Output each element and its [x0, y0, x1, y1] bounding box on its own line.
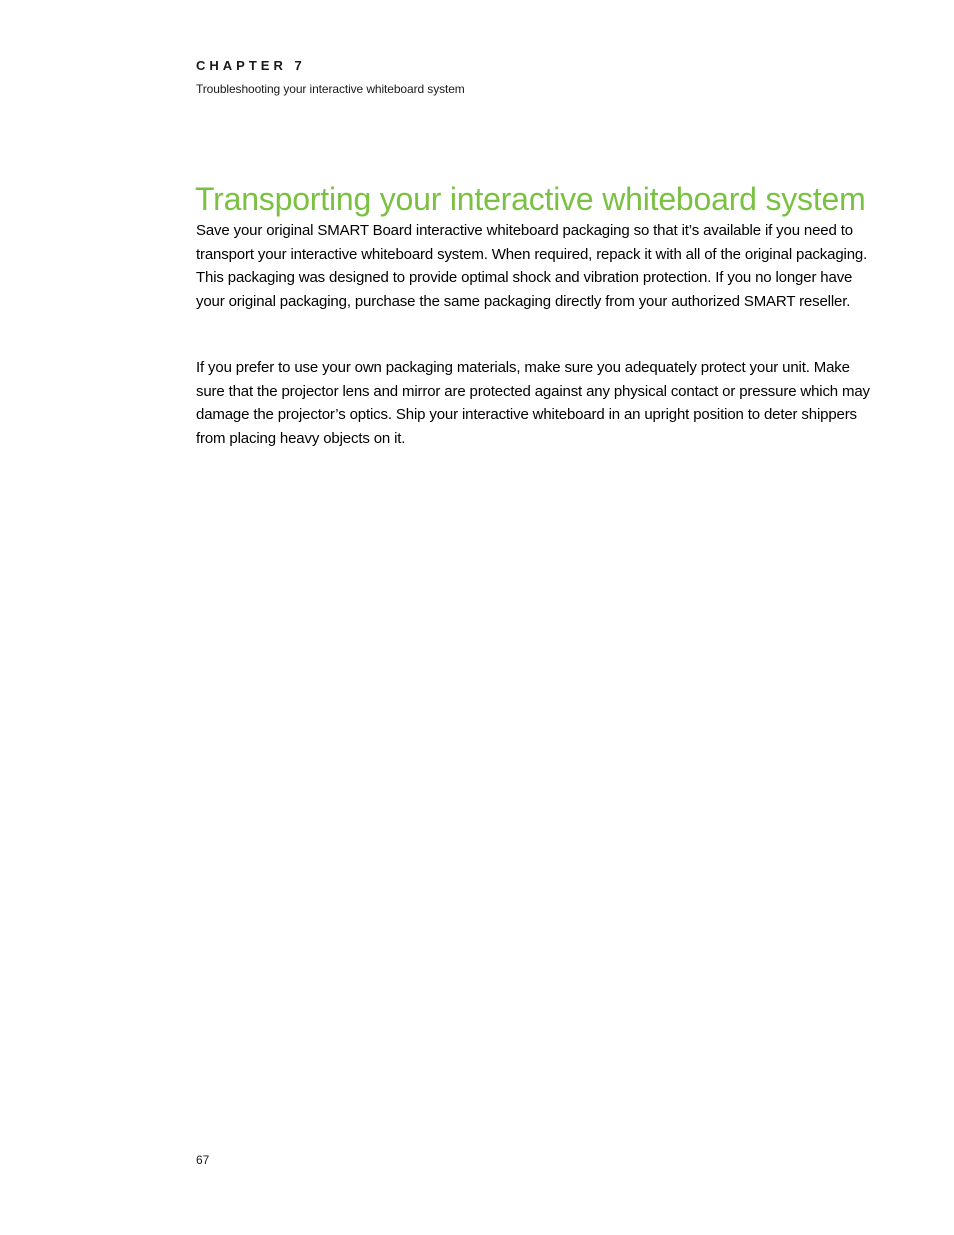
chapter-title: Troubleshooting your interactive whiteboard system	[196, 82, 465, 96]
body-paragraph-1: Save your original SMART Board interactive whiteboard packaging so that it’s available if you need to transport your interactive whiteboard system. When required, repack it with all of the original packaging. This packaging was designed to provide optimal shock and vibration protection. If you no longer have your original packaging, purchase the same packaging directly from your authorized SMART reseller.	[196, 222, 868, 310]
body-paragraph-2: If you prefer to use your own packaging materials, make sure you adequately protect your unit. Make sure that the projector lens and mirror are protected against any physical contact or pressure which may damage the projector’s optics. Ship your interactive whiteboard in an upright position to deter shippers from placing heavy objects on it.	[196, 359, 870, 447]
page-number: 67	[196, 1153, 210, 1167]
section-heading: Transporting your interactive whiteboard system	[195, 181, 866, 217]
chapter-label: CHAPTER 7	[196, 58, 306, 73]
